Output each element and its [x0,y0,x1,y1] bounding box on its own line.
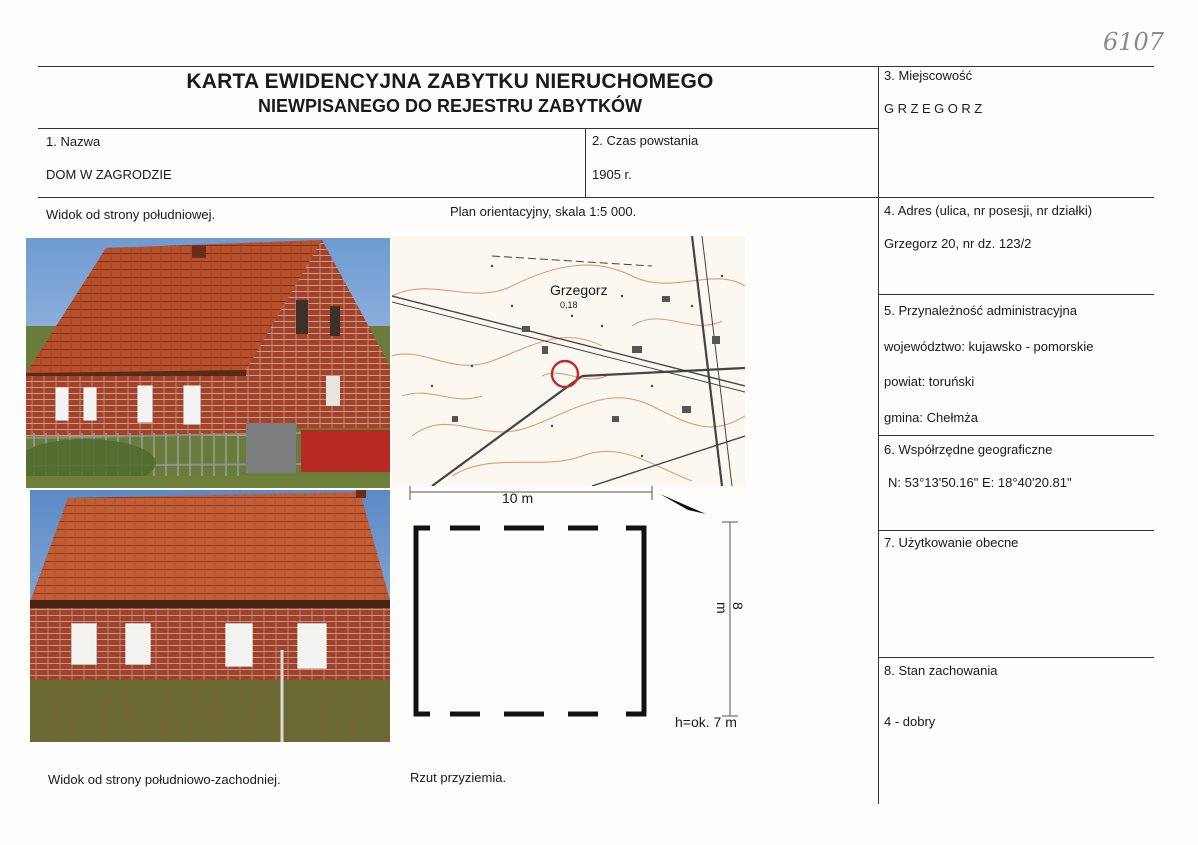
map-spot-value: 0,18 [560,300,578,310]
photo-top-caption: Widok od strony południowej. [46,207,216,222]
admin-label: 5. Przynależność administracyjna [884,303,1077,318]
usage-label: 7. Użytkowanie obecne [884,535,1019,550]
plan-width-label: 10 m [502,490,534,506]
name-value: DOM W ZAGRODZIE [46,167,172,182]
form-subtitle: NIEWPISANEGO DO REJESTRU ZABYTKÓW [257,96,643,116]
name-label: 1. Nazwa [46,134,101,149]
title-divider [38,128,878,129]
handwritten-catalog-number: 6107 [1103,28,1165,56]
map-caption: Plan orientacyjny, skala 1:5 000. [450,204,637,219]
locality-value: GRZEGORZ [884,101,986,116]
address-label: 4. Adres (ulica, nr posesji, nr działki) [884,203,1093,218]
top-border [38,66,1154,67]
usage-divider [878,657,1154,658]
coordinates-value: N: 53°13'50.16" E: 18°40'20.81" [888,475,1072,490]
photo-southwest-view [30,490,390,742]
topographic-map-drawing [392,236,745,486]
commune-value: gmina: Chełmża [884,410,978,425]
map-town-label: Grzegorz [550,282,608,298]
locality-label: 3. Miejscowość [884,68,973,83]
name-date-divider [585,128,586,198]
condition-value: 4 - dobry [884,714,936,729]
house-photo-southwest [30,490,390,742]
orientation-map [392,236,745,486]
coordinates-label: 6. Współrzędne geograficzne [884,442,1053,457]
ground-floor-plan [392,486,748,744]
plan-depth-label: 8 m [714,602,746,614]
plan-height-label: h=ok. 7 m [675,714,737,730]
plan-drawing [392,486,748,744]
photo-bottom-caption: Widok od strony południowo-zachodniej. [48,772,281,787]
address-value: Grzegorz 20, nr dz. 123/2 [884,236,1032,251]
plan-caption: Rzut przyziemia. [410,770,507,785]
name-row-divider [38,197,1154,198]
house-photo-south [26,238,390,488]
condition-label: 8. Stan zachowania [884,663,998,678]
form-title: KARTA EWIDENCYJNA ZABYTKU NIERUCHOMEGO [186,70,714,93]
admin-divider [878,435,1154,436]
county-value: powiat: toruński [884,374,975,389]
coords-divider [878,530,1154,531]
address-divider [878,294,1154,295]
date-label: 2. Czas powstania [592,133,699,148]
photo-south-view [26,238,390,488]
date-value: 1905 r. [592,167,632,182]
voivodeship-value: województwo: kujawsko - pomorskie [884,339,1094,354]
